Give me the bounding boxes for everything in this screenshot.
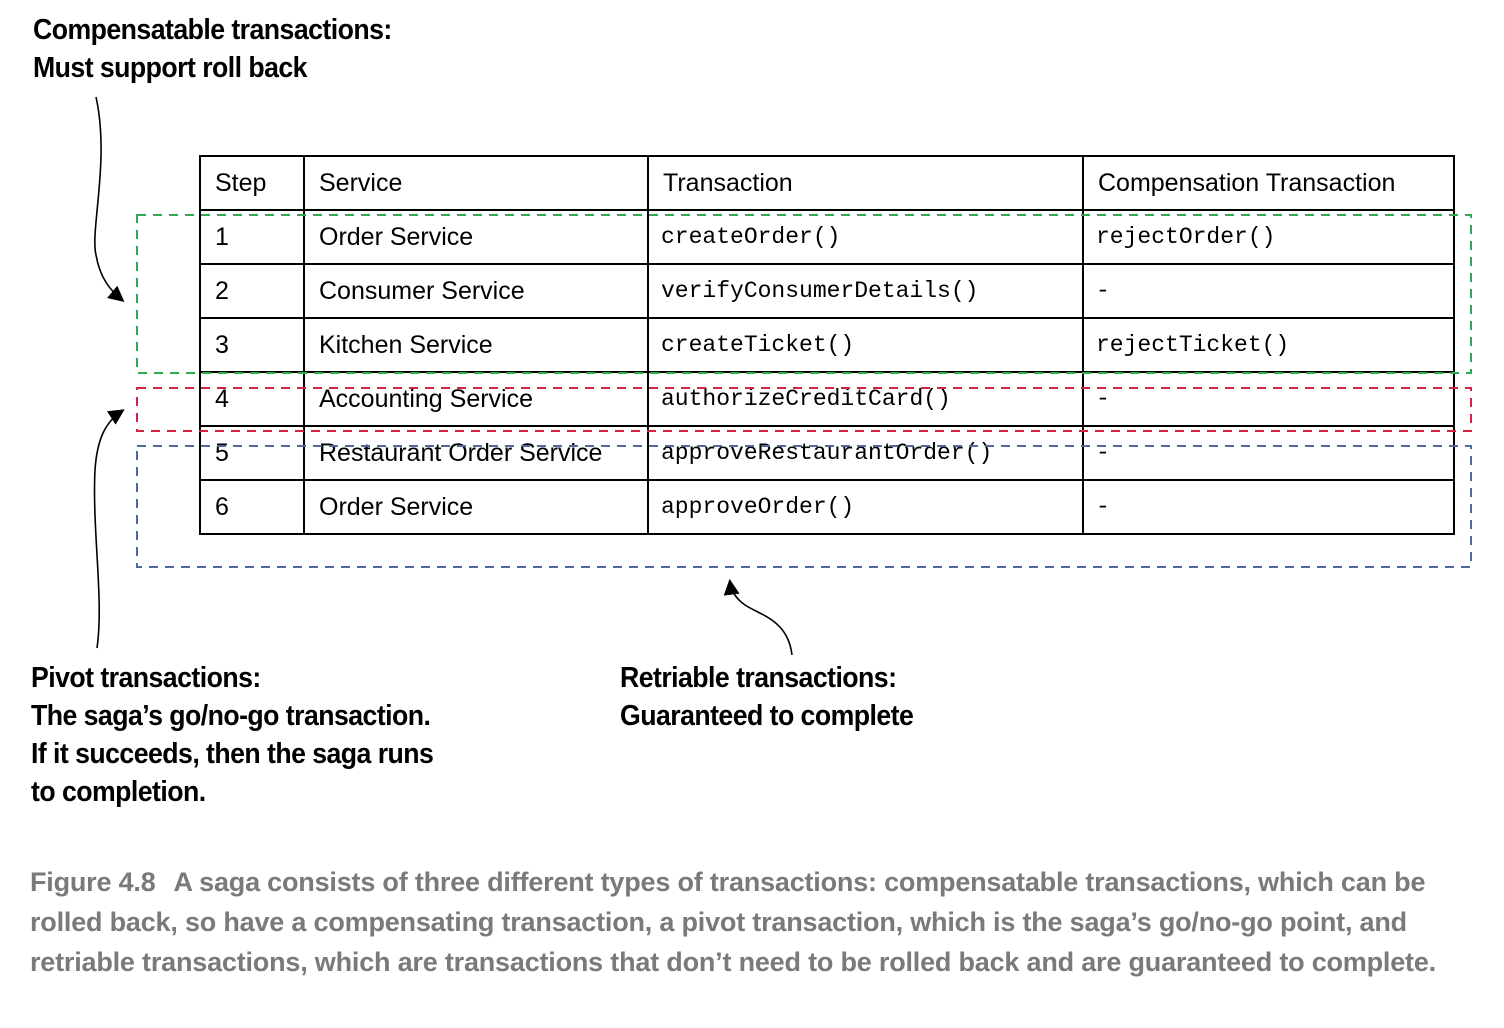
note-line: to completion. [31,776,206,808]
header-compensation: Compensation Transaction [1083,156,1454,210]
compensatable-group-box [137,215,1471,373]
note-line: The saga’s go/no-go transaction. [31,700,431,732]
compensation-cell: - [1083,426,1454,480]
service-cell: Order Service [304,480,648,534]
note-line: Guaranteed to complete [620,700,914,732]
note-title: Retriable transactions: [620,662,897,694]
transaction-cell: authorizeCreditCard() [648,372,1083,426]
step-cell: 3 [200,318,304,372]
figure-caption [30,862,1470,982]
note-line: Must support roll back [33,52,307,84]
retriable-note [620,659,913,735]
header-transaction: Transaction [648,156,1083,210]
compensation-cell: rejectOrder() [1083,210,1454,264]
compensatable-arrow [95,97,122,300]
step-cell: 1 [200,210,304,264]
compensation-cell: - [1083,480,1454,534]
service-cell: Restaurant Order Service [304,426,648,480]
note-line: If it succeeds, then the saga runs [31,738,434,770]
compensation-cell: rejectTicket() [1083,318,1454,372]
service-cell: Kitchen Service [304,318,648,372]
transaction-cell: createOrder() [648,210,1083,264]
header-service: Service [304,156,648,210]
step-cell: 6 [200,480,304,534]
compensation-cell: - [1083,372,1454,426]
compensation-cell: - [1083,264,1454,318]
service-cell: Accounting Service [304,372,648,426]
service-cell: Consumer Service [304,264,648,318]
transaction-cell: verifyConsumerDetails() [648,264,1083,318]
transaction-cell: createTicket() [648,318,1083,372]
caption-text: A saga consists of three different types of transactions: compensatable transactions, which can be rolled back, so have a compensating transaction, a pivot transaction, which is the saga’s go/no-go point, and retriable transactions, which are transactions that don’t need to be rolled back and are guaranteed to complete. [30,867,1436,977]
pivot-arrow [95,411,122,648]
transaction-cell: approveOrder() [648,480,1083,534]
step-cell: 5 [200,426,304,480]
pivot-note [31,659,433,811]
step-cell: 2 [200,264,304,318]
pivot-group-box [137,388,1471,431]
retriable-group-box [137,446,1471,567]
service-cell: Order Service [304,210,648,264]
header-step: Step [200,156,304,210]
caption-label: Figure 4.8 [30,867,156,897]
transaction-cell: approveRestaurantOrder() [648,426,1083,480]
step-cell: 4 [200,372,304,426]
note-title: Compensatable transactions: [33,14,392,46]
note-title: Pivot transactions: [31,662,261,694]
retriable-arrow [730,582,792,655]
